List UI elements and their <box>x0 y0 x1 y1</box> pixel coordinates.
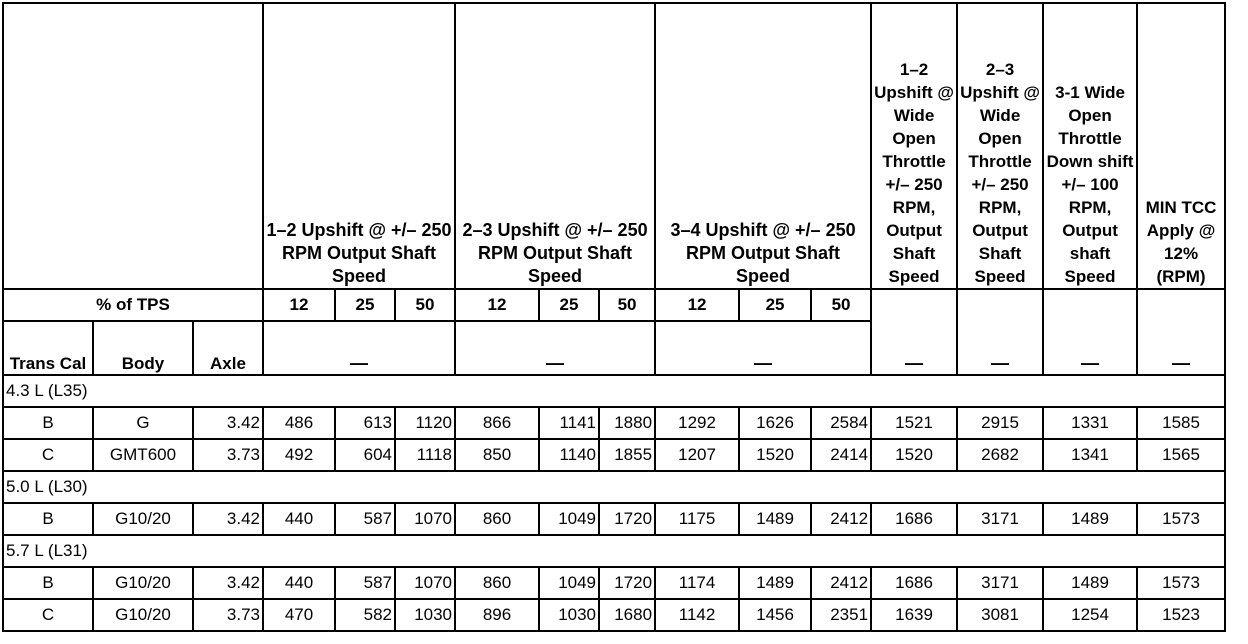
value-cell: 1489 <box>1043 503 1137 535</box>
value-cell: 1565 <box>1137 439 1225 471</box>
header-upshift-3-4: 3–4 Upshift @ +/– 250 RPM Output Shaft Speed <box>655 3 871 289</box>
value-cell: 1523 <box>1137 599 1225 631</box>
tps-value: 25 <box>539 289 599 321</box>
value-cell: 1720 <box>599 567 655 599</box>
value-cell: 850 <box>455 439 539 471</box>
value-cell: 1489 <box>739 567 811 599</box>
body-cell: G10/20 <box>93 567 193 599</box>
value-cell: 440 <box>263 503 335 535</box>
body-cell: GMT600 <box>93 439 193 471</box>
value-cell: 1049 <box>539 503 599 535</box>
tps-value: 25 <box>739 289 811 321</box>
tps-value: 50 <box>599 289 655 321</box>
axle-cell: 3.42 <box>193 407 263 439</box>
tps-value: 12 <box>455 289 539 321</box>
value-cell: 1520 <box>871 439 957 471</box>
value-cell: 1292 <box>655 407 739 439</box>
value-cell: 1456 <box>739 599 811 631</box>
group-row <box>3 375 1225 407</box>
tps-label: % of TPS <box>3 289 263 321</box>
header-wot-downshift-3-1: 3-1 Wide Open Throttle Down shift +/– 100 RPM, Output shaft Speed <box>1043 3 1137 289</box>
value-cell: 1639 <box>871 599 957 631</box>
value-cell: 2351 <box>811 599 871 631</box>
value-cell: 2412 <box>811 503 871 535</box>
value-cell: 860 <box>455 503 539 535</box>
header-wot-upshift-1-2: 1–2 Upshift @ Wide Open Throttle +/– 250 RPM, Output Shaft Speed <box>871 3 957 289</box>
value-cell: 1521 <box>871 407 957 439</box>
value-cell: 1254 <box>1043 599 1137 631</box>
value-cell: 582 <box>335 599 395 631</box>
table-row <box>3 503 1225 535</box>
value-cell: 1030 <box>395 599 455 631</box>
wot-1-2-dash: — <box>871 289 957 375</box>
table-row <box>3 407 1225 439</box>
trans-cal-cell: C <box>3 439 93 471</box>
value-cell: 2412 <box>811 567 871 599</box>
value-cell: 3081 <box>957 599 1043 631</box>
value-cell: 1686 <box>871 503 957 535</box>
trans-cal-label: Trans Cal <box>3 321 93 375</box>
value-cell: 1855 <box>599 439 655 471</box>
header-min-tcc-apply: MIN TCC Apply @ 12% (RPM) <box>1137 3 1225 289</box>
upshift-1-2-dash: — <box>263 321 455 375</box>
value-cell: 3171 <box>957 503 1043 535</box>
value-cell: 1489 <box>739 503 811 535</box>
upshift-2-3-dash: — <box>455 321 655 375</box>
value-cell: 1174 <box>655 567 739 599</box>
value-cell: 860 <box>455 567 539 599</box>
value-cell: 2584 <box>811 407 871 439</box>
value-cell: 1573 <box>1137 567 1225 599</box>
value-cell: 1720 <box>599 503 655 535</box>
engine-group-label: 5.0 L (L30) <box>3 471 1225 503</box>
value-cell: 896 <box>455 599 539 631</box>
shift-speed-table <box>2 2 1226 632</box>
axle-cell: 3.73 <box>193 439 263 471</box>
value-cell: 1142 <box>655 599 739 631</box>
axle-label: Axle <box>193 321 263 375</box>
tps-row <box>3 289 1225 321</box>
upshift-3-4-dash: — <box>655 321 871 375</box>
table-row <box>3 567 1225 599</box>
value-cell: 1140 <box>539 439 599 471</box>
value-cell: 1207 <box>655 439 739 471</box>
value-cell: 1331 <box>1043 407 1137 439</box>
tps-value: 25 <box>335 289 395 321</box>
value-cell: 1680 <box>599 599 655 631</box>
value-cell: 2414 <box>811 439 871 471</box>
wot-2-3-dash: — <box>957 289 1043 375</box>
body-cell: G <box>93 407 193 439</box>
header-upshift-2-3: 2–3 Upshift @ +/– 250 RPM Output Shaft Speed <box>455 3 655 289</box>
value-cell: 1341 <box>1043 439 1137 471</box>
tps-value: 50 <box>811 289 871 321</box>
value-cell: 587 <box>335 503 395 535</box>
tps-value: 12 <box>263 289 335 321</box>
value-cell: 1030 <box>539 599 599 631</box>
value-cell: 1489 <box>1043 567 1137 599</box>
value-cell: 1175 <box>655 503 739 535</box>
value-cell: 3171 <box>957 567 1043 599</box>
value-cell: 587 <box>335 567 395 599</box>
header-wot-upshift-2-3: 2–3 Upshift @ Wide Open Throttle +/– 250 RPM, Output Shaft Speed <box>957 3 1043 289</box>
body-label: Body <box>93 321 193 375</box>
trans-cal-cell: B <box>3 407 93 439</box>
value-cell: 440 <box>263 567 335 599</box>
value-cell: 486 <box>263 407 335 439</box>
value-cell: 1573 <box>1137 503 1225 535</box>
trans-cal-cell: B <box>3 503 93 535</box>
value-cell: 2915 <box>957 407 1043 439</box>
header-upshift-1-2: 1–2 Upshift @ +/– 250 RPM Output Shaft Speed <box>263 3 455 289</box>
value-cell: 866 <box>455 407 539 439</box>
value-cell: 1520 <box>739 439 811 471</box>
axle-cell: 3.42 <box>193 567 263 599</box>
value-cell: 1585 <box>1137 407 1225 439</box>
body-cell: G10/20 <box>93 599 193 631</box>
trans-cal-cell: B <box>3 567 93 599</box>
engine-group-label: 4.3 L (L35) <box>3 375 1225 407</box>
header-row <box>3 3 1225 289</box>
value-cell: 1049 <box>539 567 599 599</box>
value-cell: 1118 <box>395 439 455 471</box>
value-cell: 1070 <box>395 503 455 535</box>
tps-value: 12 <box>655 289 739 321</box>
value-cell: 604 <box>335 439 395 471</box>
value-cell: 470 <box>263 599 335 631</box>
value-cell: 1141 <box>539 407 599 439</box>
value-cell: 613 <box>335 407 395 439</box>
group-row <box>3 471 1225 503</box>
value-cell: 1120 <box>395 407 455 439</box>
shift-speed-table-wrapper <box>2 2 1226 632</box>
value-cell: 1686 <box>871 567 957 599</box>
axle-cell: 3.42 <box>193 503 263 535</box>
value-cell: 2682 <box>957 439 1043 471</box>
table-row <box>3 439 1225 471</box>
value-cell: 1880 <box>599 407 655 439</box>
min-tcc-dash: — <box>1137 289 1225 375</box>
group-row <box>3 535 1225 567</box>
engine-group-label: 5.7 L (L31) <box>3 535 1225 567</box>
wot-3-1-dash: — <box>1043 289 1137 375</box>
axle-cell: 3.73 <box>193 599 263 631</box>
body-cell: G10/20 <box>93 503 193 535</box>
value-cell: 492 <box>263 439 335 471</box>
header-blank-cell <box>3 3 263 289</box>
table-row <box>3 599 1225 631</box>
value-cell: 1626 <box>739 407 811 439</box>
tps-value: 50 <box>395 289 455 321</box>
value-cell: 1070 <box>395 567 455 599</box>
trans-cal-cell: C <box>3 599 93 631</box>
